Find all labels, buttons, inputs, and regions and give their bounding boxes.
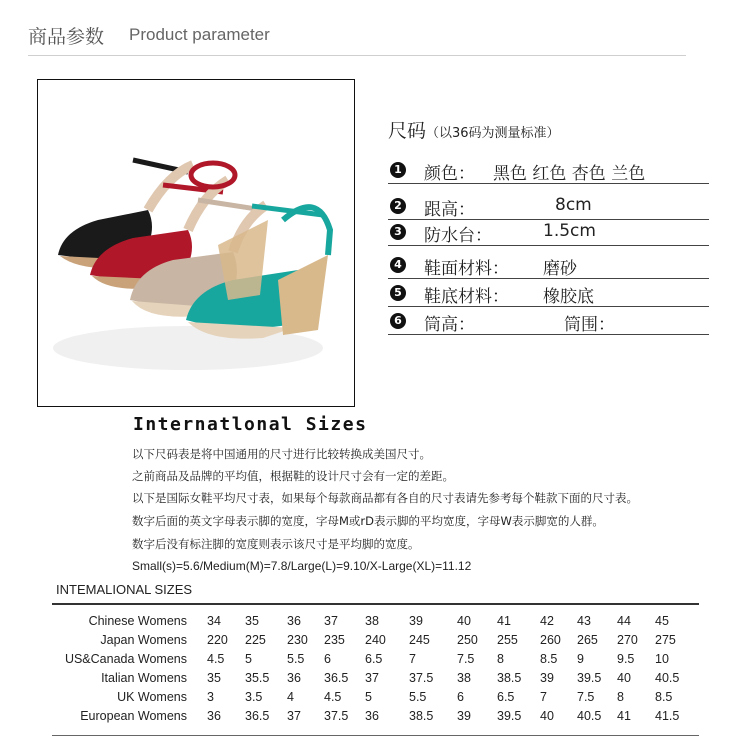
size-cell: 39 [409,614,423,628]
section-title-cn: 商品参数 [28,26,105,48]
size-cell: 9 [577,652,584,666]
size-table-heading: INTEMALIONAL SIZES [56,582,193,597]
size-cell: 8.5 [655,690,673,704]
size-cell: 37.5 [324,709,349,723]
size-cell: 40.5 [577,709,602,723]
spec-label: 筒高： [424,315,475,335]
size-table-row [0,652,750,670]
size-cell: 260 [540,633,561,647]
size-cell: 8.5 [540,652,558,666]
intl-note-line: 数字后面的英文字母表示脚的宽度，字母M或rD表示脚的平均宽度，字母W表示脚宽的人群。 [132,514,604,528]
spec-value: 黑色 红色 杏色 兰色 [493,164,646,184]
size-cell: 5 [245,652,252,666]
size-cell: 230 [287,633,308,647]
size-cell: 3.5 [245,690,263,704]
product-photo [37,79,355,407]
size-cell: 40 [457,614,471,628]
size-cell: 40.5 [655,671,680,685]
size-cell: 35 [245,614,259,628]
size-cell: 38.5 [409,709,434,723]
size-cell: 41.5 [655,709,680,723]
size-table-row [0,690,750,708]
size-cell: 8 [497,652,504,666]
size-cell: 8 [617,690,624,704]
size-row-label: European Womens [80,709,187,723]
size-cell: 36 [207,709,221,723]
spec-number-badge: 1 [390,162,406,178]
spec-number-badge: 4 [390,257,406,273]
size-table-top-rule [52,603,699,605]
size-cell: 43 [577,614,591,628]
size-cell: 4 [287,690,294,704]
size-cell: 220 [207,633,228,647]
size-cell: 5.5 [409,690,427,704]
size-table-bottom-rule [52,735,699,736]
spec-value: 橡胶底 [543,287,594,307]
size-cell: 42 [540,614,554,628]
spec-label: 跟高： [424,200,475,220]
spec-row-shaft [388,308,709,335]
spec-value-secondary: 筒围： [564,315,615,335]
size-cell: 7 [409,652,416,666]
size-cell: 250 [457,633,478,647]
size-cell: 41 [617,709,631,723]
section-title-en: Product parameter [129,25,270,44]
size-cell: 38 [457,671,471,685]
size-cell: 235 [324,633,345,647]
size-cell: 6.5 [365,652,383,666]
size-cell: 245 [409,633,430,647]
size-cell: 36 [287,671,301,685]
spec-number-badge: 6 [390,313,406,329]
size-cell: 36.5 [324,671,349,685]
size-cell: 36 [365,709,379,723]
size-cell: 265 [577,633,598,647]
spec-label: 鞋底材料： [424,287,509,307]
size-cell: 40 [540,709,554,723]
size-cell: 39.5 [577,671,602,685]
spec-value: 1.5cm [543,221,596,241]
size-cell: 37.5 [409,671,434,685]
size-cell: 3 [207,690,214,704]
spec-title-note: （以36码为测量标准） [426,126,560,141]
spec-value: 8cm [555,195,592,215]
size-row-label: Italian Womens [101,671,187,685]
size-cell: 275 [655,633,676,647]
intl-note-line: 之前商品及品牌的平均值，根据鞋的设计尺寸会有一定的差距。 [132,469,454,483]
size-cell: 34 [207,614,221,628]
intl-note-line: 数字后没有标注脚的宽度则表示该尺寸是平均脚的宽度。 [132,537,420,551]
size-cell: 7.5 [457,652,475,666]
spec-number-badge: 5 [390,285,406,301]
size-cell: 39 [457,709,471,723]
size-table-row [0,709,750,727]
spec-number-badge: 3 [390,224,406,240]
wedge-sandals-photo-icon [38,80,354,406]
spec-title [388,116,560,143]
spec-row-heel-height [388,193,709,220]
size-cell: 270 [617,633,638,647]
size-cell: 6 [457,690,464,704]
size-cell: 5 [365,690,372,704]
size-cell: 38 [365,614,379,628]
size-cell: 255 [497,633,518,647]
size-row-label: Japan Womens [100,633,187,647]
size-cell: 5.5 [287,652,305,666]
size-cell: 240 [365,633,386,647]
size-cell: 45 [655,614,669,628]
size-cell: 44 [617,614,631,628]
spec-row-upper-material [388,252,709,279]
spec-value: 磨砂 [543,259,577,279]
size-row-label: US&Canada Womens [64,652,187,666]
size-cell: 6 [324,652,331,666]
size-cell: 225 [245,633,266,647]
header-divider [28,55,686,56]
size-cell: 10 [655,652,669,666]
size-table-row [0,614,750,632]
spec-row-color [388,157,709,184]
size-row-label: UK Womens [117,690,187,704]
spec-row-sole-material [388,280,709,307]
size-cell: 39.5 [497,709,522,723]
size-cell: 7 [540,690,547,704]
size-cell: 35.5 [245,671,270,685]
size-cell: 36.5 [245,709,270,723]
size-cell: 4.5 [207,652,225,666]
spec-label: 防水台： [424,226,492,246]
size-cell: 35 [207,671,221,685]
size-cell: 40 [617,671,631,685]
international-sizes-title: Internatlonal Sizes [133,414,368,435]
size-cell: 37 [287,709,301,723]
intl-note-line: 以下是国际女鞋平均尺寸表，如果每个每款商品都有各自的尺寸表请先参考每个鞋款下面的尺寸表。 [132,491,638,505]
spec-number-badge: 2 [390,198,406,214]
size-cell: 38.5 [497,671,522,685]
spec-title-main: 尺码 [388,120,427,142]
size-cell: 4.5 [324,690,342,704]
spec-label: 颜色： [424,164,475,184]
size-cell: 7.5 [577,690,595,704]
size-table-row [0,671,750,689]
spec-row-platform [388,219,709,246]
size-cell: 6.5 [497,690,515,704]
size-cell: 37 [365,671,379,685]
spec-label: 鞋面材料： [424,259,509,279]
size-table-row [0,633,750,651]
size-cell: 41 [497,614,511,628]
intl-note-line: 以下尺码表是将中国通用的尺寸进行比较转换成美国尺寸。 [132,447,431,461]
size-cell: 9.5 [617,652,635,666]
size-cell: 39 [540,671,554,685]
size-cell: 36 [287,614,301,628]
size-row-label: Chinese Womens [88,614,187,628]
size-cell: 37 [324,614,338,628]
intl-size-letters: Small(s)=5.6/Medium(M)=7.8/Large(L)=9.10/X-Large(XL)=11.12 [132,559,472,573]
